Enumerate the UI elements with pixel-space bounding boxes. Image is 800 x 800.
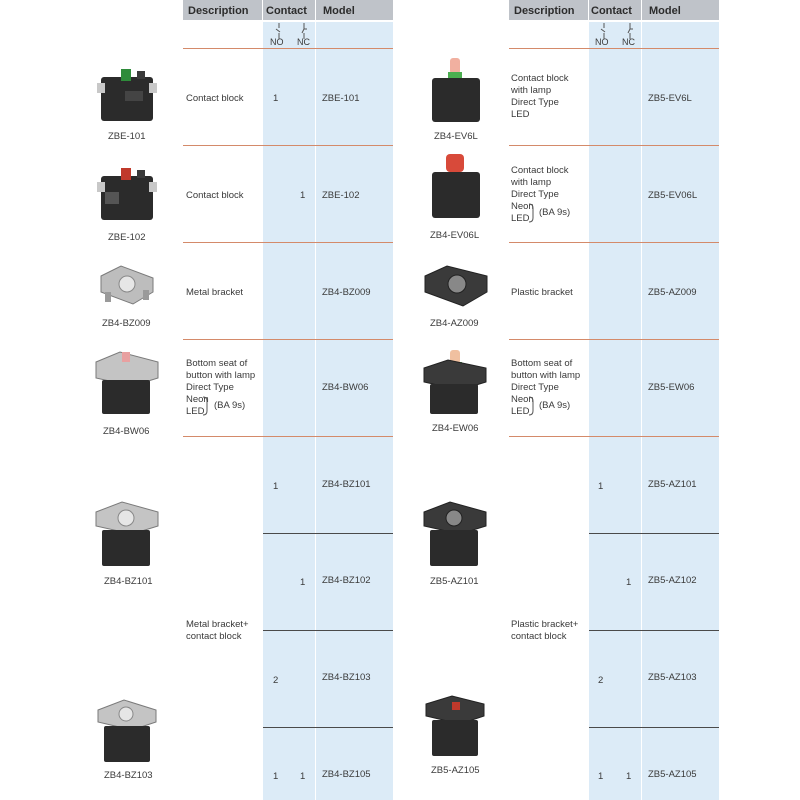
group-image-label: ZB4-BZ101 — [104, 576, 153, 587]
row-description: LED — [511, 109, 530, 120]
group-image-label: ZB4-BZ103 — [104, 770, 153, 781]
row-no-value: 2 — [598, 675, 604, 686]
row-model: ZB5-EW06 — [648, 382, 695, 393]
row-description: Direct Type — [511, 97, 559, 108]
left-contact-column — [263, 22, 315, 800]
left-no-label: NO — [270, 37, 284, 47]
row-model: ZB4-BZ102 — [322, 575, 371, 586]
contact-block-image — [97, 67, 157, 123]
row-model: ZB5-AZ103 — [648, 672, 697, 683]
group-image-label: ZB5-AZ101 — [430, 576, 479, 587]
bulb-base-label: (BA 9s) — [539, 207, 571, 218]
right-nc-label: NC — [622, 37, 635, 47]
row-description: Metal bracket — [186, 287, 244, 298]
row-description: Direct Type — [511, 382, 559, 393]
row-no-value: 1 — [273, 771, 279, 782]
row-image-label: ZB4-EV06L — [430, 230, 480, 241]
group-description: contact block — [511, 631, 567, 642]
right-header-model: Model — [649, 5, 681, 17]
row-model: ZB5-EV6L — [648, 93, 692, 104]
row-description: Plastic bracket — [511, 287, 573, 298]
row-image-label: ZB4-AZ009 — [430, 318, 479, 329]
contact-block-with-lamp-image — [428, 56, 484, 126]
row-nc-value: 1 — [300, 190, 306, 201]
row-description: Direct Type — [511, 189, 559, 200]
row-description: Contact block — [511, 73, 569, 84]
metal-bracket-contact-block-image — [94, 698, 160, 764]
row-description: LED — [511, 406, 530, 417]
row-no-value: 1 — [273, 481, 279, 492]
right-header-description: Description — [514, 5, 575, 17]
left-header-model: Model — [323, 5, 355, 17]
bottom-seat-image — [92, 348, 162, 418]
group-image-label: ZB5-AZ105 — [431, 765, 480, 776]
row-image-label: ZB4-BZ009 — [102, 318, 151, 329]
row-description: Bottom seat of — [511, 358, 573, 369]
row-model: ZB4-BW06 — [322, 382, 369, 393]
row-image-label: ZB4-BW06 — [103, 426, 150, 437]
row-description: button with lamp — [511, 370, 581, 381]
group-description: Metal bracket+ — [186, 619, 249, 630]
row-nc-value: 1 — [626, 771, 632, 782]
row-image-label: ZBE-101 — [108, 131, 146, 142]
row-description: Contact block — [511, 165, 569, 176]
metal-bracket-image — [97, 262, 157, 312]
left-header-contact: Contact — [266, 5, 307, 17]
row-no-value: 2 — [273, 675, 279, 686]
row-image-label: ZB4-EV6L — [434, 131, 478, 142]
group-description: contact block — [186, 631, 242, 642]
row-model: ZB5-EV06L — [648, 190, 698, 201]
row-description: Contact block — [186, 93, 244, 104]
row-model: ZBE-101 — [322, 93, 360, 104]
row-nc-value: 1 — [626, 577, 632, 588]
plastic-bracket-contact-block-image — [422, 694, 488, 760]
row-description: Neon — [511, 201, 534, 212]
left-header-bar — [183, 0, 393, 20]
row-description: LED — [511, 213, 530, 224]
left-nc-label: NC — [297, 37, 310, 47]
row-description: Neon — [511, 394, 534, 405]
contact-block-image — [97, 166, 157, 222]
row-description: Contact block — [186, 190, 244, 201]
plastic-bracket-contact-block-image — [420, 500, 490, 570]
row-image-label: ZBE-102 — [108, 232, 146, 243]
row-image-label: ZB4-EW06 — [432, 423, 479, 434]
right-header-bar — [509, 0, 719, 20]
row-no-value: 1 — [273, 93, 279, 104]
row-nc-value: 1 — [300, 577, 306, 588]
row-model: ZB5-AZ105 — [648, 769, 697, 780]
right-no-label: NO — [595, 37, 609, 47]
right-header-contact: Contact — [591, 5, 632, 17]
row-model: ZB4-BZ009 — [322, 287, 371, 298]
plastic-bracket-image — [423, 262, 489, 312]
row-model: ZBE-102 — [322, 190, 360, 201]
group-description: Plastic bracket+ — [511, 619, 579, 630]
bottom-seat-image — [420, 348, 490, 418]
row-no-value: 1 — [598, 481, 604, 492]
row-no-value: 1 — [598, 771, 604, 782]
contact-block-with-lamp-image — [428, 152, 484, 222]
row-description: with lamp — [511, 177, 552, 188]
bulb-base-label: (BA 9s) — [214, 400, 246, 411]
row-model: ZB5-AZ009 — [648, 287, 697, 298]
row-model: ZB4-BZ101 — [322, 479, 371, 490]
row-model: ZB4-BZ105 — [322, 769, 371, 780]
row-nc-value: 1 — [300, 771, 306, 782]
left-header-description: Description — [188, 5, 249, 17]
row-model: ZB5-AZ101 — [648, 479, 697, 490]
right-contact-column — [589, 22, 641, 800]
bulb-base-label: (BA 9s) — [539, 400, 571, 411]
metal-bracket-contact-block-image — [92, 500, 162, 570]
row-model: ZB5-AZ102 — [648, 575, 697, 586]
row-description: with lamp — [511, 85, 552, 96]
row-model: ZB4-BZ103 — [322, 672, 371, 683]
